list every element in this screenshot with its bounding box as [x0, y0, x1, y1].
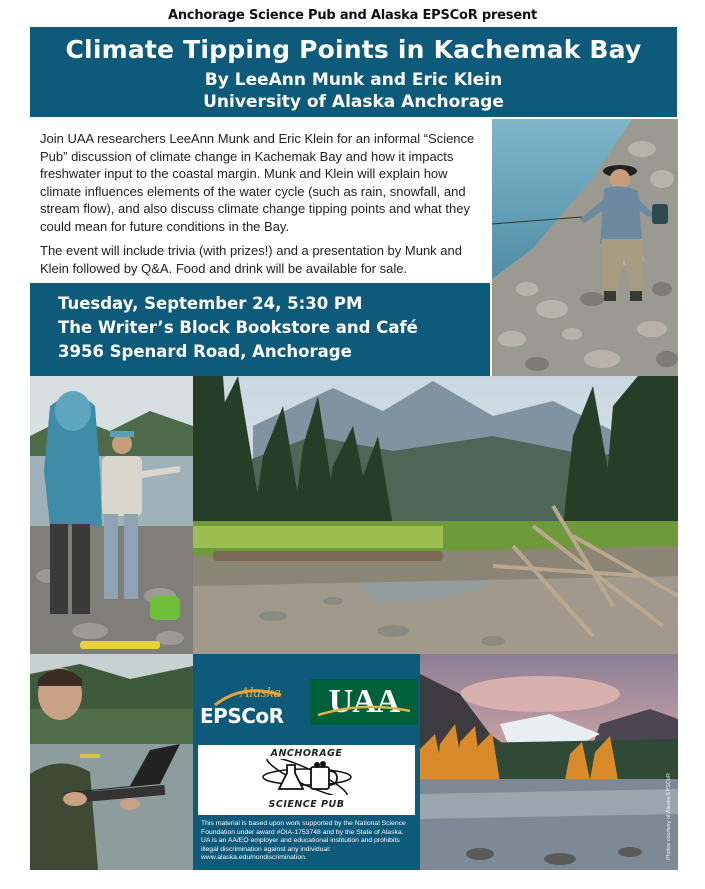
logo-panel [193, 654, 420, 870]
event-details [30, 283, 490, 376]
beaker-mug-icon [257, 759, 357, 795]
glacier-bay-photo [420, 654, 678, 870]
event-venue: The Writer’s Block Bookstore and Café [58, 318, 418, 337]
photo-credit: Photos courtesy of Alaska EPSCoR [666, 773, 672, 860]
alaska-epscor-logo [193, 667, 308, 737]
researchers-photo [30, 376, 193, 654]
science-pub-bottom-text: SCIENCE PUB [268, 799, 345, 810]
intro-paragraph-1: Join UAA researchers LeeAnn Munk and Eric Klein for an informal “Science Pub” discussion of climate change in Kachemak Bay and how it impacts freshwater input to the coastal margin. Munk and Klein will explain how climate influences elements of the water cycle (such as rain, snowfall, and stream flow), and also discuss climate change tipping points and what they could mean for future conditions in the Bay. [40, 131, 475, 234]
event-date-time: Tuesday, September 24, 5:30 PM [58, 294, 363, 313]
science-pub-top-text: ANCHORAGE [270, 748, 343, 759]
affiliation: University of Alaska Anchorage [203, 92, 504, 112]
funding-disclaimer: This material is based upon work supported by the National Science Foundation under award #OIA-1753748 and by the State of Alaska. UA is an AA/EO employer and educational institution and prohibits illegal discrimination against any individual: www.alaska.edu/nondiscrimination. [201, 820, 406, 862]
presenters-line: Anchorage Science Pub and Alaska EPSCoR present [167, 8, 538, 23]
intro-text [40, 130, 486, 284]
event-title: Climate Tipping Points in Kachemak Bay [65, 35, 642, 64]
science-pub-logo [198, 745, 415, 815]
river-valley-photo [193, 376, 678, 654]
speaker-byline: By LeeAnn Munk and Eric Klein [204, 70, 503, 90]
title-block [30, 27, 677, 117]
intro-paragraph-2: The event will include trivia (with prizes!) and a presentation by Munk and Klein followed by Q&A. Food and drink will be available for sale. [40, 243, 462, 276]
uaa-wordmark: UAA [328, 683, 400, 720]
epscor-wordmark: EPSCoR [200, 704, 284, 728]
angler-photo [492, 119, 678, 376]
uaa-logo [310, 679, 418, 725]
epscor-alaska-word: Alaska [240, 685, 281, 701]
event-address: 3956 Spenard Road, Anchorage [58, 342, 352, 361]
partner-logos [193, 662, 420, 742]
laptop-researcher-photo [30, 654, 193, 870]
